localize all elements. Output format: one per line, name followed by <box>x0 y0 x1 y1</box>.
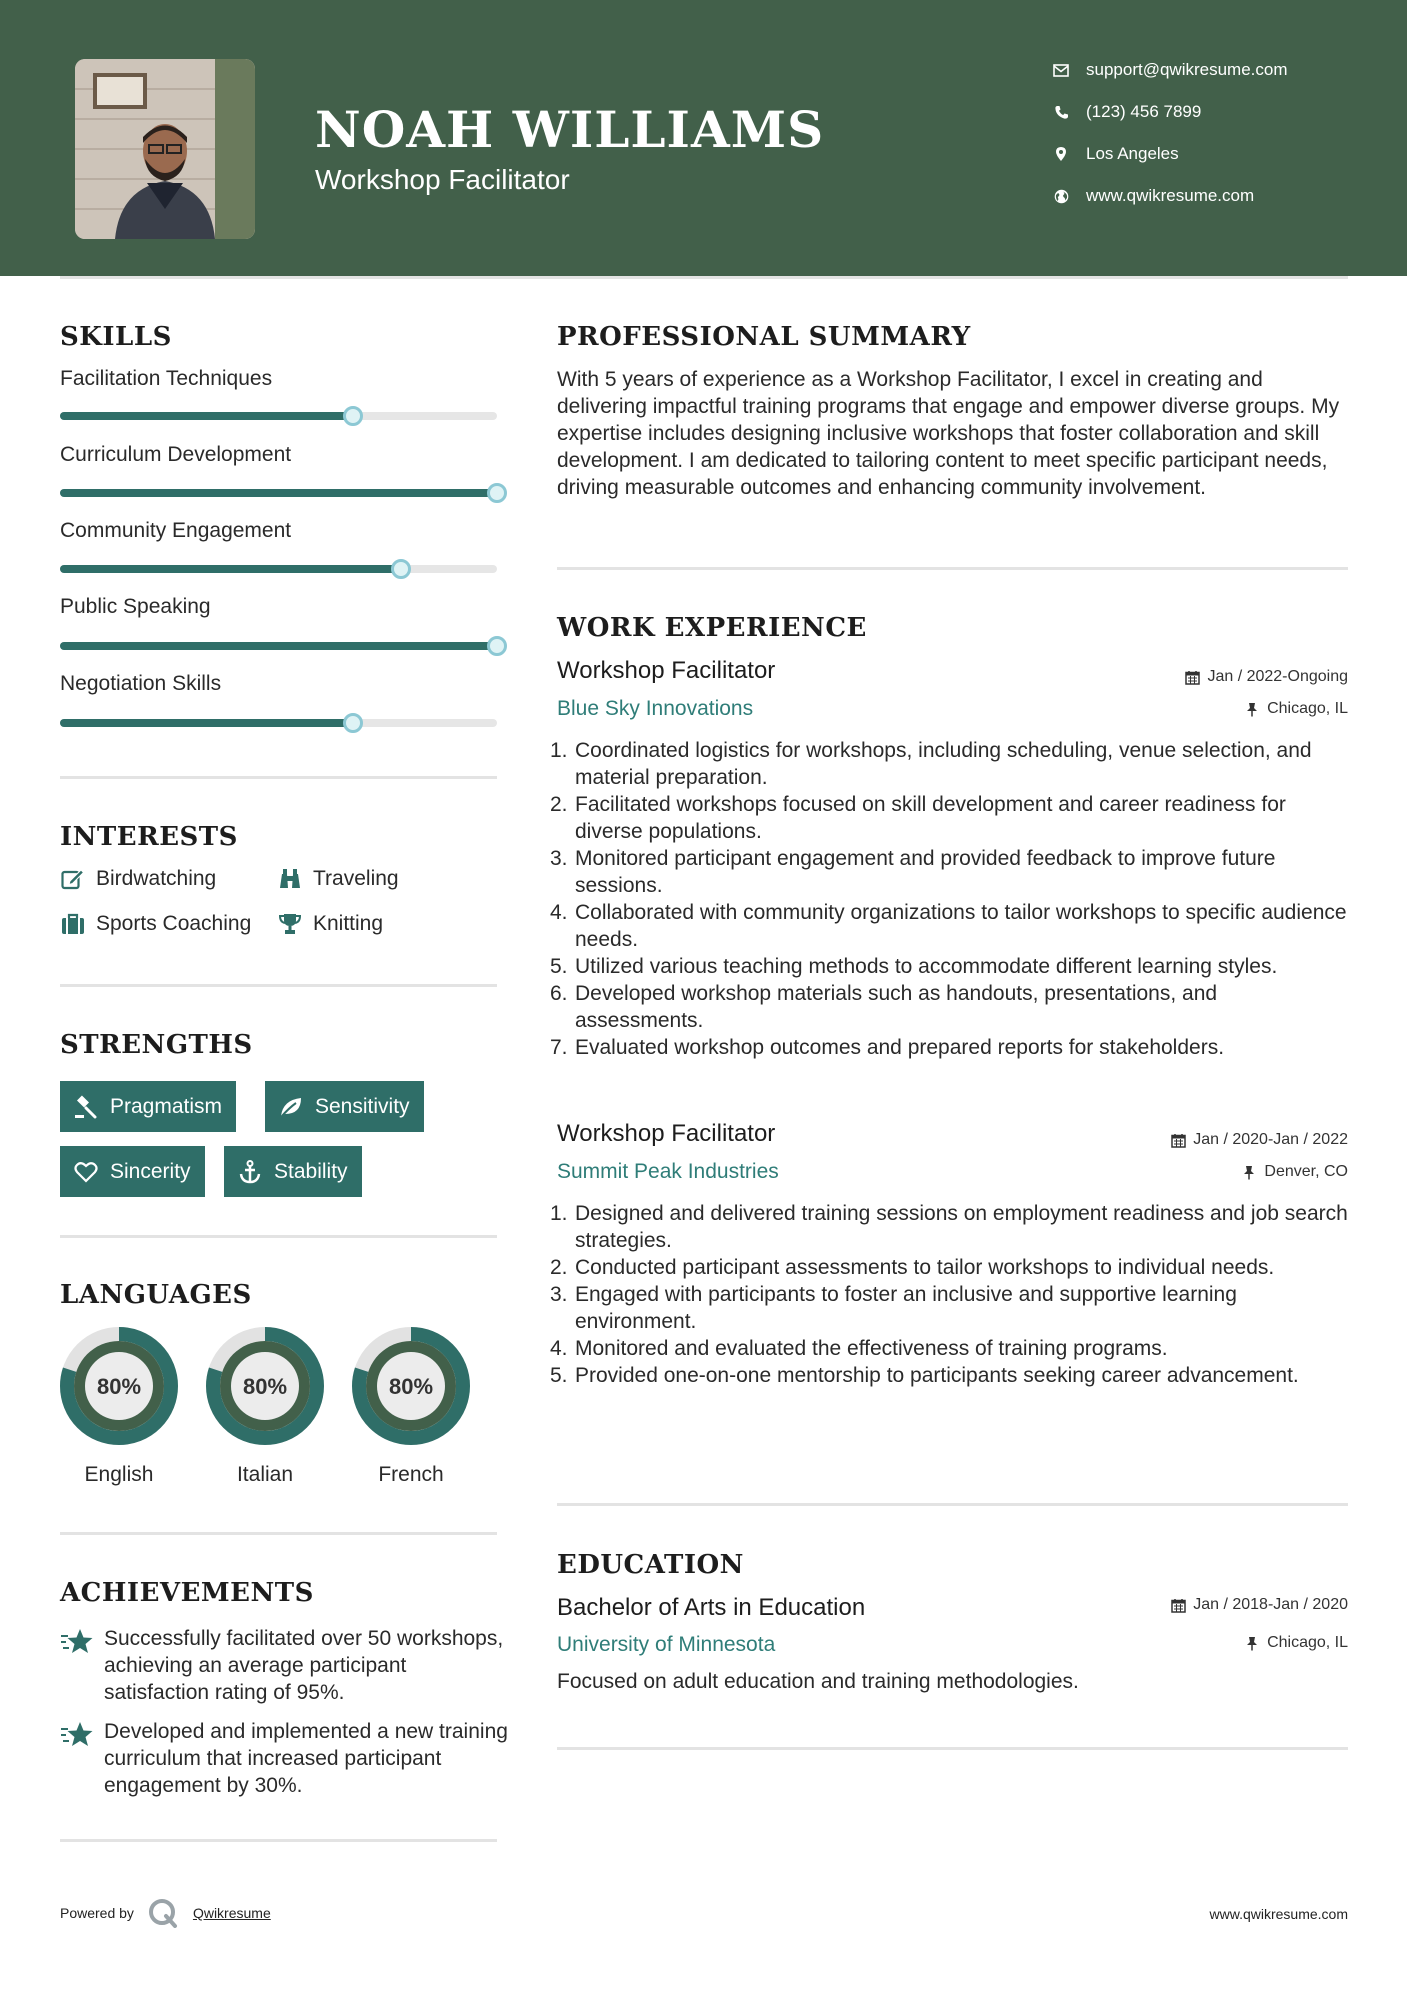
trophy-icon <box>277 911 303 937</box>
skill-label: Curriculum Development <box>60 443 292 466</box>
footer-website[interactable]: www.qwikresume.com <box>1209 1906 1348 1922</box>
job-bullet: 6. Developed workshop materials such as handouts, presentations, and assessments. <box>550 982 1218 1032</box>
footer-branding <box>60 1898 271 1928</box>
qwikresume-logo-icon <box>148 1898 178 1928</box>
map-pin-icon <box>1050 143 1072 165</box>
header-divider <box>60 276 1348 279</box>
skill-label: Negotiation Skills <box>60 672 222 695</box>
contact-location-text: Los Angeles <box>1086 144 1179 163</box>
powered-by-text: Powered by <box>60 1905 134 1921</box>
job-bullet: 2. Facilitated workshops focused on skill development and career readiness for diverse populations. <box>550 793 1286 843</box>
job-bullet: 3. Monitored participant engagement and provided feedback to improve future sessions. <box>550 847 1276 897</box>
section-divider <box>60 1839 497 1842</box>
education-location <box>1244 1634 1348 1652</box>
pushpin-icon <box>1244 701 1260 717</box>
job-title: Workshop Facilitator <box>557 657 776 684</box>
interest-label: Birdwatching <box>96 867 217 890</box>
job-location-text: Denver, CO <box>1264 1163 1348 1180</box>
job-bullets <box>550 1200 1350 1389</box>
interest-item <box>277 866 399 892</box>
job-bullets <box>550 737 1350 1061</box>
language-percent: 80% <box>242 1374 288 1399</box>
star-icon <box>60 1627 94 1657</box>
contact-phone-text: (123) 456 7899 <box>1086 102 1202 121</box>
interest-item <box>60 911 251 937</box>
pencil-icon <box>60 866 86 892</box>
skill-bar-fill <box>60 565 401 573</box>
skills-title: SKILLS <box>60 322 172 352</box>
job-location <box>1241 1163 1348 1181</box>
calendar-icon <box>1170 1132 1186 1148</box>
candidate-name: NOAH WILLIAMS <box>315 100 825 159</box>
calendar-icon <box>1170 1597 1186 1613</box>
job-bullet: 3. Engaged with participants to foster an inclusive and supportive learning environment. <box>550 1283 1237 1333</box>
section-divider <box>557 1503 1348 1506</box>
job-date <box>1184 668 1348 686</box>
skill-bar-knob <box>487 483 507 503</box>
skill-bar-fill <box>60 489 497 497</box>
leaf-icon <box>279 1095 303 1119</box>
education-description: Focused on adult education and training methodologies. <box>557 1670 1079 1693</box>
language-gauge <box>58 1325 180 1447</box>
star-icon <box>60 1720 94 1750</box>
briefcase-icon <box>60 911 86 937</box>
education-degree: Bachelor of Arts in Education <box>557 1594 866 1621</box>
skill-bar-fill <box>60 412 353 420</box>
strength-badge <box>60 1081 236 1132</box>
language-percent: 80% <box>388 1374 434 1399</box>
skill-bar <box>60 489 497 497</box>
strength-label: Pragmatism <box>110 1094 223 1118</box>
strength-badge <box>265 1081 424 1132</box>
candidate-role: Workshop Facilitator <box>315 164 570 195</box>
job-bullet: 2. Conducted participant assessments to tailor workshops to individual needs. <box>550 1256 1275 1279</box>
contact-email-text: support@qwikresume.com <box>1086 60 1288 79</box>
summary-text: With 5 years of experience as a Workshop Facilitator, I excel in creating and delivering impactful training programs that engage and empower diverse groups. My expertise includes designing inclusive workshops that foster collaboration and skill development. I am dedicated to tailoring content to meet specific participant needs, driving measurable outcomes and enhancing community involvement. <box>557 368 1340 499</box>
skill-bar-knob <box>343 406 363 426</box>
skill-bar-fill <box>60 642 497 650</box>
job-bullet: 7. Evaluated workshop outcomes and prepared reports for stakeholders. <box>550 1036 1225 1059</box>
skill-bar <box>60 412 497 420</box>
strength-badge <box>224 1146 362 1197</box>
strengths-title: STRENGTHS <box>60 1030 253 1060</box>
experience-title: WORK EXPERIENCE <box>557 613 867 643</box>
achievement-item <box>60 1625 510 1706</box>
skill-label: Facilitation Techniques <box>60 367 273 390</box>
skill-bar-fill <box>60 719 353 727</box>
skill-label: Community Engagement <box>60 519 292 542</box>
section-divider <box>60 1532 497 1535</box>
pushpin-icon <box>1244 1635 1260 1651</box>
section-divider <box>557 1747 1348 1750</box>
skill-bar-knob <box>343 713 363 733</box>
job-location-text: Chicago, IL <box>1267 700 1348 717</box>
education-date <box>1170 1596 1348 1614</box>
contact-phone[interactable] <box>1050 97 1370 127</box>
achievement-text: Successfully facilitated over 50 workshops, achieving an average participant satisfaction rating of 95%. <box>104 1627 504 1704</box>
strength-label: Stability <box>274 1159 348 1183</box>
skill-bar-knob <box>487 636 507 656</box>
strength-label: Sincerity <box>110 1159 191 1183</box>
education-school: University of Minnesota <box>557 1633 776 1656</box>
section-divider <box>60 1235 497 1238</box>
education-title: EDUCATION <box>557 1550 744 1580</box>
resume-header <box>0 0 1407 276</box>
contact-email[interactable] <box>1050 55 1370 85</box>
section-divider <box>557 567 1348 570</box>
binoculars-icon <box>277 866 303 892</box>
languages-title: LANGUAGES <box>60 1280 252 1310</box>
job-bullet: 1. Coordinated logistics for workshops, including scheduling, venue selection, and material preparation. <box>550 739 1312 789</box>
skill-label: Public Speaking <box>60 595 211 618</box>
language-gauge <box>350 1325 472 1447</box>
calendar-icon <box>1184 669 1200 685</box>
interests-title: INTERESTS <box>60 822 238 852</box>
language-item <box>350 1325 472 1487</box>
job-title: Workshop Facilitator <box>557 1120 776 1147</box>
interest-item <box>277 911 383 937</box>
job-date-text: Jan / 2020-Jan / 2022 <box>1193 1131 1348 1148</box>
job-bullet: 1. Designed and delivered training sessions on employment readiness and job search strategies. <box>550 1202 1348 1252</box>
qwikresume-link[interactable]: Qwikresume <box>192 1905 271 1921</box>
globe-icon <box>1050 185 1072 207</box>
job-bullet: 4. Monitored and evaluated the effectiveness of training programs. <box>550 1337 1168 1360</box>
interest-label: Sports Coaching <box>96 912 252 935</box>
achievement-text: Developed and implemented a new training curriculum that increased participant engagement by 30%. <box>104 1720 508 1797</box>
job-bullet: 4. Collaborated with community organizations to tailor workshops to specific audience needs. <box>550 901 1347 951</box>
language-label: French <box>378 1463 444 1486</box>
anchor-icon <box>238 1160 262 1184</box>
skill-bar-knob <box>391 559 411 579</box>
achievements-title: ACHIEVEMENTS <box>60 1578 314 1608</box>
job-bullet: 5. Provided one-on-one mentorship to participants seeking career advancement. <box>550 1364 1299 1387</box>
language-item <box>58 1325 180 1487</box>
strength-badge <box>60 1146 205 1197</box>
strength-label: Sensitivity <box>315 1094 410 1118</box>
profile-photo <box>75 59 255 239</box>
achievement-item <box>60 1718 510 1799</box>
job-bullet: 5. Utilized various teaching methods to accommodate different learning styles. <box>550 955 1278 978</box>
phone-icon <box>1050 101 1072 123</box>
interest-item <box>60 866 216 892</box>
language-item <box>204 1325 326 1487</box>
skill-bar <box>60 719 497 727</box>
language-percent: 80% <box>96 1374 142 1399</box>
pushpin-icon <box>1241 1164 1257 1180</box>
contact-website-text: www.qwikresume.com <box>1086 186 1255 205</box>
envelope-icon <box>1050 59 1072 81</box>
job-location <box>1244 700 1348 718</box>
language-label: Italian <box>236 1463 294 1486</box>
interest-label: Traveling <box>313 867 399 890</box>
heart-icon <box>74 1160 98 1184</box>
job-company: Blue Sky Innovations <box>557 697 754 720</box>
skill-bar <box>60 565 497 573</box>
section-divider <box>60 776 497 779</box>
language-gauge <box>204 1325 326 1447</box>
contact-website[interactable] <box>1050 181 1370 211</box>
section-divider <box>60 984 497 987</box>
contact-location <box>1050 139 1370 169</box>
language-label: English <box>84 1463 154 1486</box>
job-date <box>1170 1131 1348 1149</box>
gavel-icon <box>74 1095 98 1119</box>
education-location-text: Chicago, IL <box>1267 1634 1348 1651</box>
education-date-text: Jan / 2018-Jan / 2020 <box>1193 1596 1348 1613</box>
job-company: Summit Peak Industries <box>557 1160 779 1183</box>
summary-title: PROFESSIONAL SUMMARY <box>557 322 971 352</box>
interest-label: Knitting <box>313 912 384 935</box>
skill-bar <box>60 642 497 650</box>
job-date-text: Jan / 2022-Ongoing <box>1207 668 1348 685</box>
